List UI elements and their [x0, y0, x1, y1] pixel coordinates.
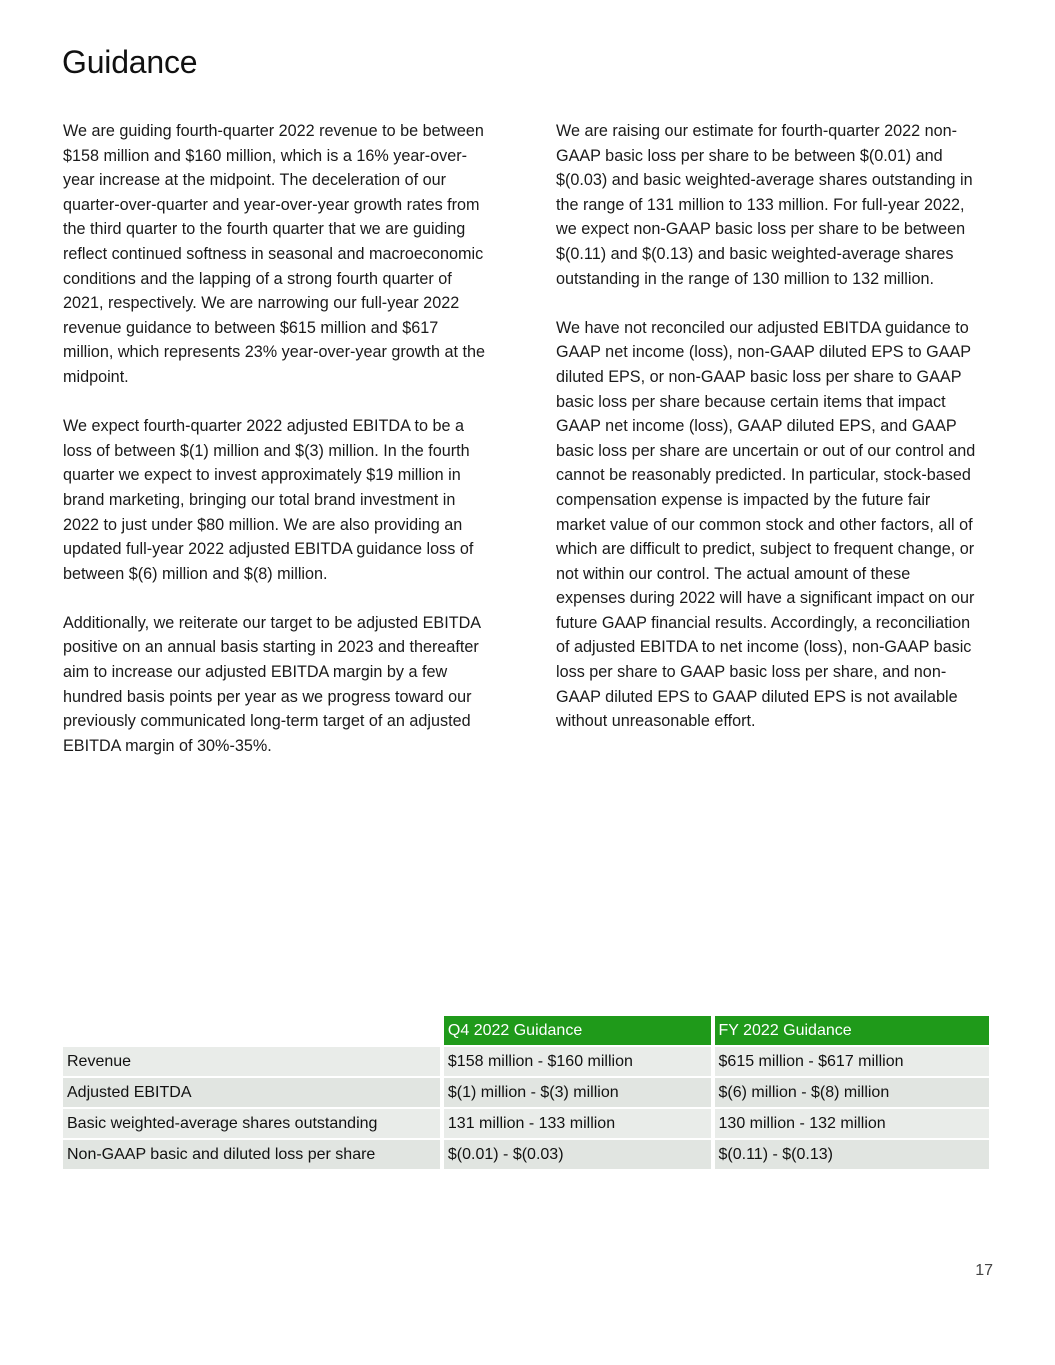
right-column [556, 119, 984, 758]
paragraph-reconciliation-note: We have not reconciled our adjusted EBITDA guidance to GAAP net income (loss), non-GAAP diluted EPS to GAAP diluted EPS, or non-GAAP basic loss per share to GAAP basic loss per share because certain items that impact GAAP net income (loss), GAAP diluted EPS, and GAAP basic loss per share are uncertain or out of our control and cannot be reasonably predicted. In particular, stock-based compensation expense is impacted by the future fair market value of our common stock and other factors, all of which are difficult to predict, subject to frequent change, or not within our control. The actual amount of these expenses during 2022 will have a significant impact on our future GAAP financial results. Accordingly, a reconciliation of adjusted EBITDA to net income (loss), non-GAAP basic loss per share to GAAP basic loss per share, and non-GAAP diluted EPS to GAAP diluted EPS is not available without unreasonable effort. [556, 318, 976, 731]
paragraph-revenue-guidance: We are guiding fourth-quarter 2022 revenue to be between $158 million and $160 million, which is a 16% year-over-year increase at the midpoint. The deceleration of our quarter-over-quarter and year-over-year growth rates from the third quarter to the fourth quarter that we are guiding reflect continued softness in seasonal and macroeconomic conditions and the lapping of a strong fourth quarter of 2021, respectively. We are narrowing our full-year 2022 revenue guidance to between $615 million and $617 million, which represents 23% year-over-year growth at the midpoint. [63, 122, 485, 386]
paragraph-loss-per-share: We are raising our estimate for fourth-quarter 2022 non-GAAP basic loss per share to be between $(0.01) and $(0.03) and basic weighted-average shares outstanding in the range of 131 million to 133 million. For full-year 2022, we expect non-GAAP basic loss per share to be between $(0.11) and $(0.13) and basic weighted-average shares outstanding in the range of 130 million to 132 million. [556, 122, 973, 288]
table-cell-fy: $(0.11) - $(0.13) [711, 1140, 989, 1169]
page-number: 17 [975, 1262, 993, 1279]
guidance-table [63, 1014, 989, 1171]
page-title: Guidance [62, 44, 198, 80]
table-header-blank [63, 1016, 440, 1045]
table-row [63, 1047, 989, 1076]
table-cell-q4: $(0.01) - $(0.03) [440, 1140, 711, 1169]
table-row-label: Revenue [63, 1047, 440, 1076]
paragraph-ebitda-guidance: We expect fourth-quarter 2022 adjusted EBITDA to be a loss of between $(1) million and $(3) million. In the fourth quarter we expect to invest approximately $19 million in brand marketing, bringing our total brand investment in 2022 to just under $80 million. We are also providing an updated full-year 2022 adjusted EBITDA guidance loss of between $(6) million and $(8) million. [63, 417, 474, 583]
table-header-row [63, 1016, 989, 1045]
table-cell-q4: 131 million - 133 million [440, 1109, 711, 1138]
table-cell-fy: 130 million - 132 million [711, 1109, 989, 1138]
table-row-label: Non-GAAP basic and diluted loss per share [63, 1140, 440, 1169]
table-cell-q4: $158 million - $160 million [440, 1047, 711, 1076]
left-column [63, 119, 491, 783]
table-header-fy: FY 2022 Guidance [711, 1016, 989, 1045]
table-cell-q4: $(1) million - $(3) million [440, 1078, 711, 1107]
table-row-label: Basic weighted-average shares outstanding [63, 1109, 440, 1138]
table-cell-fy: $615 million - $617 million [711, 1047, 989, 1076]
table-header-q4: Q4 2022 Guidance [440, 1016, 711, 1045]
table-row [63, 1140, 989, 1169]
table-row [63, 1078, 989, 1107]
table-row-label: Adjusted EBITDA [63, 1078, 440, 1107]
paragraph-long-term-target: Additionally, we reiterate our target to be adjusted EBITDA positive on an annual basis starting in 2023 and thereafter aim to increase our adjusted EBITDA margin by a few hundred basis points per year as we progress toward our previously communicated long-term target of an adjusted EBITDA margin of 30%-35%. [63, 613, 481, 755]
table-row [63, 1109, 989, 1138]
table-cell-fy: $(6) million - $(8) million [711, 1078, 989, 1107]
